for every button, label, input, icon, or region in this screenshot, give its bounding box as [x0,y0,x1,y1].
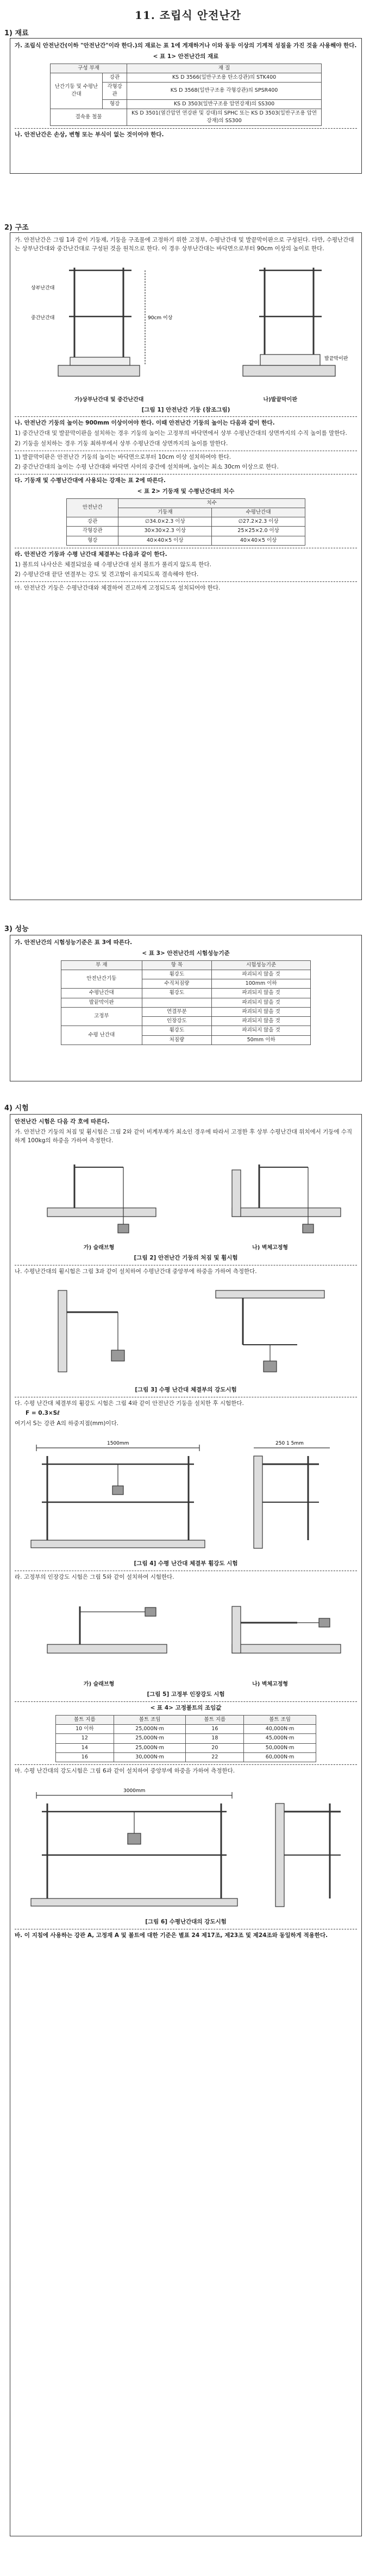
table4-cell: 30,000N·m [114,1752,186,1762]
table3-cell: 고정부 [61,1007,142,1026]
table4-cell: 25,000N·m [114,1725,186,1734]
section-heading-structure: 2) 구조 [4,224,29,232]
table3-caption: < 표 3> 안전난간의 시험성능기준 [142,950,230,957]
figure2-label-left: 가) 슬래브형 [83,1245,115,1251]
materials-item-na: 나. 안전난간은 손상, 변형 또는 부식이 없는 것이어야 한다. [15,131,164,138]
table4-header: 볼트 조임 [114,1715,186,1724]
figure6-illustration [15,1779,357,1915]
table3-header: 시험성능기준 [212,960,311,970]
table2-cell: 40×40×5 이상 [212,536,305,545]
figure5-label-left: 가) 슬래브형 [83,1681,115,1688]
table4-cell: 10 이하 [56,1725,114,1734]
table2-cell: 형강 [67,536,118,545]
figure6-caption: [그림 6] 수평난간대의 강도시험 [145,1918,227,1925]
svg-text:중간난간대: 중간난간대 [31,315,55,321]
table3-cell: 수직처짐량 [142,979,212,989]
table2 [66,498,305,546]
figure5-caption: [그림 5] 고정부 인장강도 시험 [147,1691,225,1698]
table2-subheader: 수평난간대 [212,508,305,517]
table3-cell: 인장강도 [142,1017,212,1026]
table4-cell: 50,000N·m [244,1743,316,1752]
performance-intro: 가. 안전난간의 시험성능기준은 표 3에 따른다. [15,939,133,946]
table4-header: 볼트 지름 [56,1715,114,1724]
test-intro: 안전난간 시험은 다음 각 호에 따른다. [15,1118,110,1125]
figure5-label-right: 나) 벽체고정형 [252,1681,289,1688]
table1-caption: < 표 1> 안전난간의 재료 [153,53,219,60]
table2-caption: < 표 2> 기둥재 및 수평난간대의 치수 [137,488,235,495]
table1-cell: 난간기둥 및 수평난간대 [51,73,103,109]
svg-text:상부난간대: 상부난간대 [31,285,55,291]
table2-header: 치수 [118,498,305,508]
figure2-caption: [그림 2] 안전난간 기둥의 처짐 및 휨시험 [134,1255,238,1262]
figure4-dim-left: 1500mm [107,1440,129,1446]
test-box [10,1114,362,2536]
table3-cell: 100mm 이하 [212,979,311,989]
materials-item-ga: 가. 조립식 안전난간(이하 "안전난간"이라 한다.)의 재료는 표 1에 게재하거나 이와 동등 이상의 기계적 성질을 가진 것을 사용해야 한다. [15,42,357,49]
table2-cell: 30×30×2.3 이상 [118,527,212,536]
table4-cell: 12 [56,1734,114,1743]
table3-cell: 파괴되지 않을 것 [212,1017,311,1026]
table2-cell: 25×25×2.0 이상 [212,527,305,536]
structure-subitem: 1) 볼트의 나사산은 체결되었을 때 수평난간대 설치 볼트가 풀리지 않도록 한다. [15,561,211,568]
test-item-ma: 마. 수평 난간대의 강도시험은 그림 6과 같이 설치하여 중앙부에 하중을 가하여 측정한다. [15,1768,235,1774]
figure1-label-right: 나)발끝막이판 [263,396,297,403]
table1-header: 재 질 [127,64,322,73]
table4-cell: 22 [186,1752,244,1762]
table3-cell: 휨강도 [142,989,212,998]
table1-cell: 결속용 철물 [51,109,127,126]
table4-cell: 20 [186,1743,244,1752]
table2-cell: ∅27.2×2.3 이상 [212,517,305,527]
table4 [55,1715,316,1762]
table3-cell: 50mm 이하 [212,1035,311,1045]
figure4-illustration [15,1432,357,1556]
table3-cell: 파괴되지 않을 것 [212,970,311,979]
figure3-illustration [15,1280,357,1383]
table3-cell: 휨강도 [142,1026,212,1035]
svg-text:90cm 이상: 90cm 이상 [148,315,173,321]
table2-cell: 각형강관 [67,527,118,536]
test-formula-note: 여기서 S는 강관 A의 하중지점(mm)이다. [15,1420,119,1427]
structure-item-ra: 라. 안전난간 기둥과 수평 난간대 체결부는 다음과 같이 한다. [15,550,167,558]
figure5-illustration [15,1585,357,1677]
structure-box [10,232,362,900]
table3-cell: 파괴되지 않을 것 [212,1007,311,1016]
performance-box [10,935,362,1081]
page-title: 11. 조립식 안전난간 [135,9,241,22]
table4-header: 볼트 조임 [244,1715,316,1724]
table2-cell: 40×40×5 이상 [118,536,212,545]
structure-subitem: 2) 기둥을 설치하는 경우 기둥 최하부에서 상부 수평난간대 상면까지의 높이를 말한다. [15,440,228,447]
table2-cell: ∅34.0×2.3 이상 [118,517,212,527]
table4-cell: 16 [186,1725,244,1734]
table4-cell: 16 [56,1752,114,1762]
table3-cell: 파괴되지 않을 것 [212,1026,311,1035]
table3 [61,960,311,1045]
table3-cell: 휨강도 [142,970,212,979]
section-heading-materials: 1) 재료 [4,29,29,37]
table1-cell: KS D 3568(일반구조용 각형강관)의 SPSR400 [127,83,322,100]
test-item-ga: 가. 안전난간 기둥의 처짐 및 휨시험은 그림 2와 같이 비계부재가 최소인 경우에 따라서 고정한 후 상부 수평난간대 위치에서 기둥에 수직하게 100kg의 하중을 가하여 측정한다. [15,1128,353,1144]
structure-item-ma: 마. 안전난간 기둥은 수평난간대와 체결하여 견고하게 고정되도록 설치되어야 한다. [15,585,221,591]
table1 [50,64,322,126]
table2-cell: 강관 [67,517,118,527]
table1-cell: KS D 3566(일반구조용 탄소강관)의 STK400 [127,73,322,82]
test-item-ra: 라. 고정부의 인장강도 시험은 그림 5와 같이 설치하여 시험한다. [15,1573,174,1580]
materials-box [10,38,362,174]
structure-item-da: 다. 기둥재 및 수평난간대에 사용되는 강재는 표 2에 따른다. [15,477,166,484]
figure2-illustration [15,1148,357,1240]
test-item-da: 다. 수평 난간대 체결부의 휨강도 시험은 그림 4와 같이 안전난간 기둥을 설치한 후 시험한다. [15,1400,244,1407]
table4-cell: 25,000N·m [114,1734,186,1743]
figure4-dim-right: 250 1 5mm [275,1440,304,1446]
figure1-label-left: 가)상부난간대 및 중간난간대 [74,396,144,403]
table3-cell: 파괴되지 않을 것 [212,989,311,998]
structure-subitem: 2) 중간난간대의 높이는 수평 난간대와 바닥면 사이의 중간에 설치하며, 높이는 최소 30cm 이상으로 한다. [15,464,279,471]
structure-subitem: 2) 수평난간대 끝단 연결부는 강도 및 견고함이 유지되도록 결속해야 한다. [15,571,199,578]
table3-cell: 안전난간기둥 [61,970,142,989]
table4-cell: 60,000N·m [244,1752,316,1762]
table1-cell: 각형강관 [103,83,127,100]
structure-item-ga: 가. 안전난간은 그림 1과 같이 기둥재, 기둥을 구조물에 고정하기 위한 고정부, 수평난간대 및 발끝막이판으로 구성된다. 다만, 수평난간대는 상부난간대와 중간난간대로 구성된 것을 원칙으로 한다. 이 경우 상부난간대는 바닥면으로부터 90cm 이상의 높이로 한다. [15,237,354,252]
figure4-caption: [그림 4] 수평 난간대 체결부 휨강도 시험 [134,1560,238,1567]
table3-header: 부 재 [61,960,142,970]
figure2-label-right: 나) 벽체고정형 [252,1245,289,1251]
section-heading-test: 4) 시험 [4,1104,29,1112]
table1-cell: KS D 3501(열간압연 연강판 및 강대)의 SPHC 또는 KS D 3503(일반구조용 압연강재)의 SS300 [127,109,322,126]
table3-cell: 발끝막이판 [61,998,142,1007]
table2-header: 안전난간 [67,498,118,517]
table1-cell: KS D 3503(일반구조용 압연강재)의 SS300 [127,99,322,109]
table1-header: 구성 부재 [51,64,127,73]
table4-cell: 40,000N·m [244,1725,316,1734]
table1-cell: 강관 [103,73,127,82]
table3-cell: 처짐량 [142,1035,212,1045]
figure1-illustration [15,257,357,393]
table4-cell: 14 [56,1743,114,1752]
test-item-ba: 바. 이 지침에 사용하는 강관 A, 고정재 A 및 볼트에 대한 기준은 별표 24 제17조, 제23조 및 제24조와 동일하게 적용한다. [15,1932,328,1939]
structure-subitem: 1) 발끝막이판은 안전난간 기둥의 높이는 바닥면으로부터 10cm 이상 설치하여야 한다. [15,453,231,460]
figure3-caption: [그림 3] 수평 난간대 체결부의 강도시험 [135,1386,237,1393]
table3-cell [142,998,212,1007]
table4-cell: 45,000N·m [244,1734,316,1743]
table1-cell: 형강 [103,99,127,109]
table2-subheader: 기둥재 [118,508,212,517]
structure-item-na: 나. 안전난간 기둥의 높이는 900mm 이상이어야 한다. 이때 안전난간 기둥의 높이는 다음과 같이 한다. [15,420,275,427]
table3-cell: 연결부분 [142,1007,212,1016]
table3-cell: 수평난간대 [61,989,142,998]
table4-caption: < 표 4> 고정볼트의 조임값 [150,1705,222,1711]
table4-header: 볼트 지름 [186,1715,244,1724]
table3-cell: 파괴되지 않을 것 [212,998,311,1007]
test-formula: F = 0.3×Sℓ [26,1410,60,1417]
table4-cell: 18 [186,1734,244,1743]
table3-cell: 수평 난간대 [61,1026,142,1045]
structure-subitem: 1) 중간난간대 및 발끝막이판을 설치하는 경우 기둥의 높이는 고정부의 바닥면에서 상부 수평난간대의 상면까지의 수직 높이를 말한다. [15,430,347,436]
figure1-caption: [그림 1] 안전난간 기둥 (참조그림) [141,406,230,413]
svg-text:발끝막이판: 발끝막이판 [324,356,348,362]
table4-cell: 25,000N·m [114,1743,186,1752]
section-heading-performance: 3) 성능 [4,925,29,933]
test-item-na: 나. 수평난간대의 휨시험은 그림 3과 같이 설치하여 수평난간대 중앙부에 하중을 가하여 측정한다. [15,1268,257,1275]
table3-header: 항 목 [142,960,212,970]
figure6-dim: 3000mm [123,1788,146,1794]
